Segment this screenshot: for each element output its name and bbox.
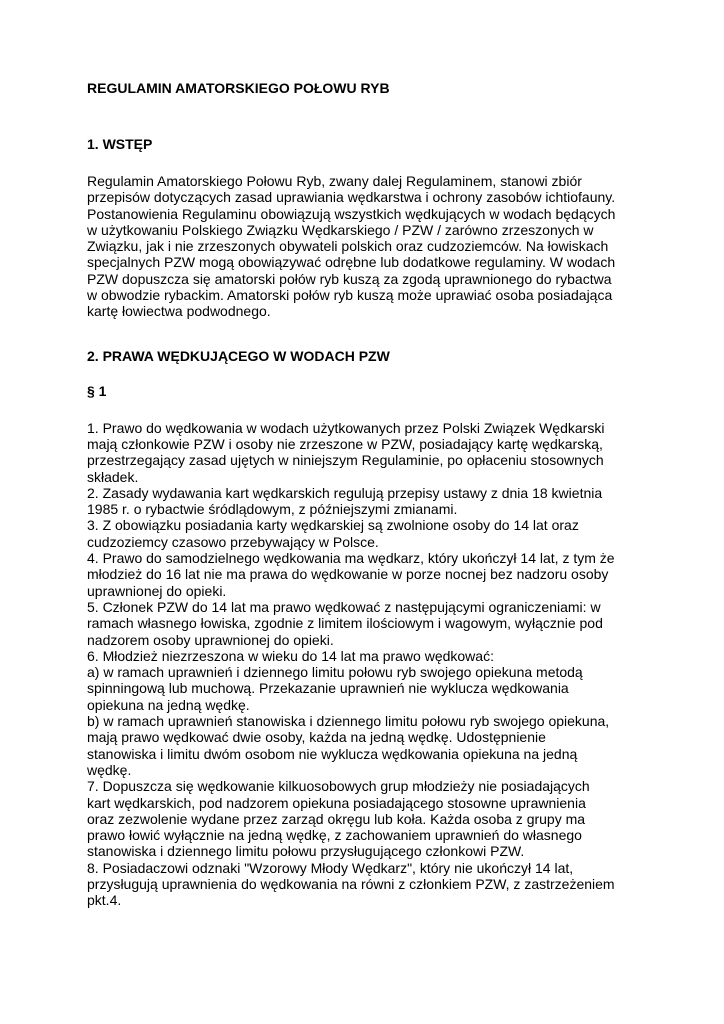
section-rights-paragraph [87, 420, 667, 909]
text-line: specjalnych PZW mogą obowiązywać odrębne lub dodatkowe regulaminy. W wodach [87, 254, 616, 271]
text-line: 2. Zasady wydawania kart wędkarskich regulują przepisy ustawy z dnia 18 kwietnia [87, 484, 603, 501]
text-line: 3. Z obowiązku posiadania karty wędkarskiej są zwolnione osoby do 14 lat oraz [87, 517, 579, 534]
section-heading-intro: 1. WSTĘP [87, 136, 153, 152]
text-line: b) w ramach uprawnień stanowiska i dziennego limitu połowu ryb swojego opiekuna, [87, 713, 610, 730]
text-line: opiekuna na jedną wędkę. [87, 696, 250, 713]
text-line: 4. Prawo do samodzielnego wędkowania ma wędkarz, który ukończył 14 lat, z tym że [87, 550, 615, 567]
text-line: stanowiska i limitu dwóm osobom nie wyklucza wędkowania opiekuna na jedną [87, 745, 578, 762]
text-line: 8. Posiadaczowi odznaki "Wzorowy Młody Wędkarz", który nie ukończył 14 lat, [87, 859, 574, 876]
text-line: Postanowienia Regulaminu obowiązują wszystkich wędkujących w wodach będących [87, 205, 616, 222]
text-line: oraz zezwolenie wydane przez zarząd okręgu lub koła. Każda osoba z grupy ma [87, 810, 586, 827]
text-line: prawo łowić wyłącznie na jedną wędkę, z zachowaniem uprawnień do własnego [87, 827, 582, 844]
text-line: 1. Prawo do wędkowania w wodach użytkowanych przez Polski Związek Wędkarski [87, 419, 605, 436]
section-heading-rights: 2. PRAWA WĘDKUJĄCEGO W WODACH PZW [87, 347, 390, 364]
text-line: a) w ramach uprawnień i dziennego limitu połowu ryb swojego opiekuna metodą [87, 664, 583, 681]
text-line: składek. [87, 468, 139, 485]
text-line: PZW dopuszcza się amatorski połów ryb kuszą za zgodą uprawnionego do rybactwa [87, 270, 612, 287]
section-intro-paragraph [87, 173, 667, 320]
paragraph-sign-heading: § 1 [87, 382, 107, 399]
text-line: pkt.4. [87, 892, 122, 909]
text-line: w obwodzie rybackim. Amatorski połów ryb kuszą może uprawiać osoba posiadająca [87, 287, 613, 304]
text-line: mają członkowie PZW i osoby nie zrzeszone w PZW, posiadający kartę wędkarską, [87, 435, 603, 452]
text-line: stanowiska i dziennego limitu połowu przysługującego członkowi PZW. [87, 843, 525, 860]
text-line: uprawnionej do opieki. [87, 582, 227, 599]
text-line: kart wędkarskich, pod nadzorem opiekuna posiadającego stosowne uprawnienia [87, 794, 586, 811]
text-line: 5. Członek PZW do 14 lat ma prawo wędkować z następującymi ograniczeniami: w [87, 598, 601, 615]
text-line: kartę łowiectwa podwodnego. [87, 303, 271, 320]
text-line: spinningową lub muchową. Przekazanie uprawnień nie wyklucza wędkowania [87, 680, 569, 697]
document-title: REGULAMIN AMATORSKIEGO POŁOWU RYB [87, 80, 390, 96]
text-line: przepisów dotyczących zasad uprawiania wędkarstwa i ochrony zasobów ichtiofauny. [87, 189, 616, 206]
text-line: 7. Dopuszcza się wędkowanie kilkuosobowych grup młodzieży nie posiadających [87, 778, 590, 795]
text-line: młodzież do 16 lat nie ma prawa do wędkowanie w porze nocnej bez nadzoru osoby [87, 566, 609, 583]
text-line: przysługują uprawnienia do wędkowania na równi z członkiem PZW, z zastrzeżeniem [87, 875, 615, 892]
text-line: wędkę. [87, 761, 132, 778]
text-line: nadzorem osoby uprawnionej do opieki. [87, 631, 334, 648]
document-page [87, 80, 667, 909]
text-line: przestrzegający zasad ujętych w niniejszym Regulaminie, po opłaceniu stosownych [87, 452, 604, 469]
text-line: w użytkowaniu Polskiego Związku Wędkarskiego / PZW / zarówno zrzeszonych w [87, 221, 594, 238]
text-line: 1985 r. o rybactwie śródlądowym, z późniejszymi zmianami. [87, 501, 458, 518]
text-line: Regulamin Amatorskiego Połowu Ryb, zwany dalej Regulaminem, stanowi zbiór [87, 173, 582, 189]
text-line: cudzoziemcy czasowo przebywający w Polsce. [87, 533, 379, 550]
text-line: mają prawo wędkować dwie osoby, każda na jedną wędkę. Udostępnienie [87, 729, 546, 746]
text-line: Związku, jak i nie zrzeszonych obywateli polskich oraz cudzoziemców. Na łowiskach [87, 238, 609, 255]
text-line: ramach własnego łowiska, zgodnie z limitem ilościowym i wagowym, wyłącznie pod [87, 615, 603, 632]
text-line: 6. Młodzież niezrzeszona w wieku do 14 lat ma prawo wędkować: [87, 647, 494, 664]
